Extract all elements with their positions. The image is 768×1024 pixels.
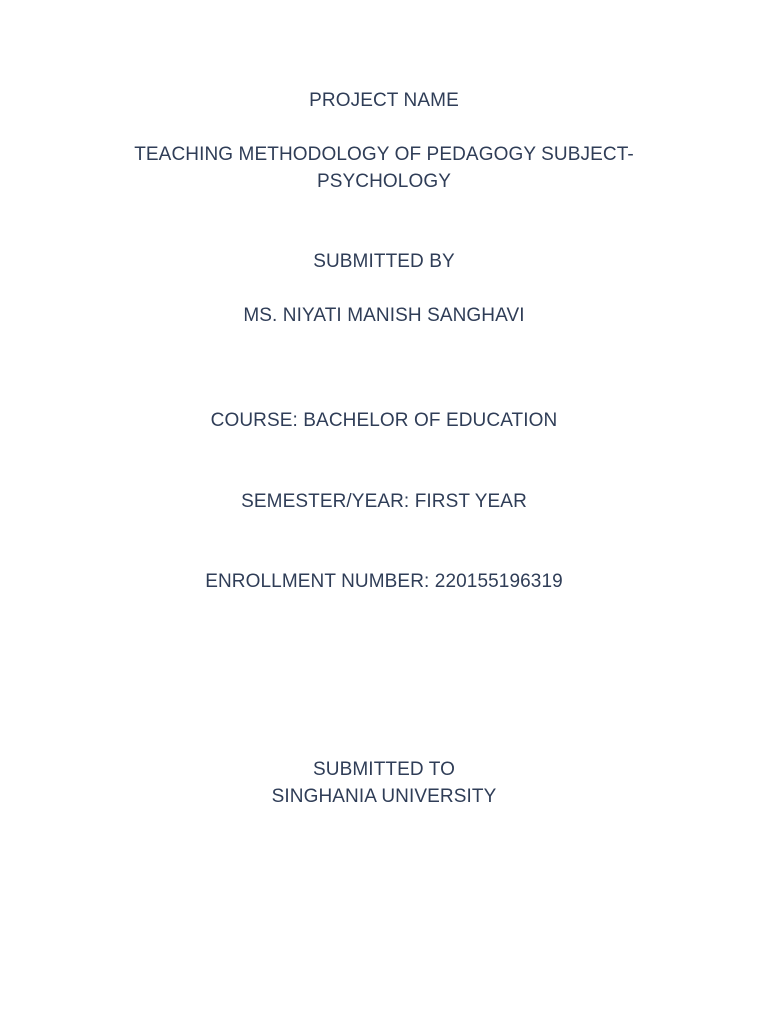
university-name: SINGHANIA UNIVERSITY [271, 786, 497, 807]
student-name: MS. NIYATI MANISH SANGHAVI [243, 305, 525, 326]
project-name-label: PROJECT NAME [309, 90, 459, 111]
project-title-line-1: TEACHING METHODOLOGY OF PEDAGOGY SUBJECT- [134, 144, 634, 165]
submitted-by-label: SUBMITTED BY [313, 251, 455, 272]
course-line: COURSE: BACHELOR OF EDUCATION [210, 410, 558, 431]
semester-year-line: SEMESTER/YEAR: FIRST YEAR [241, 491, 527, 512]
project-title-line-2: PSYCHOLOGY [316, 171, 452, 192]
submitted-to-label: SUBMITTED TO [313, 759, 455, 780]
enrollment-number-line: ENROLLMENT NUMBER: 220155196319 [205, 571, 563, 592]
